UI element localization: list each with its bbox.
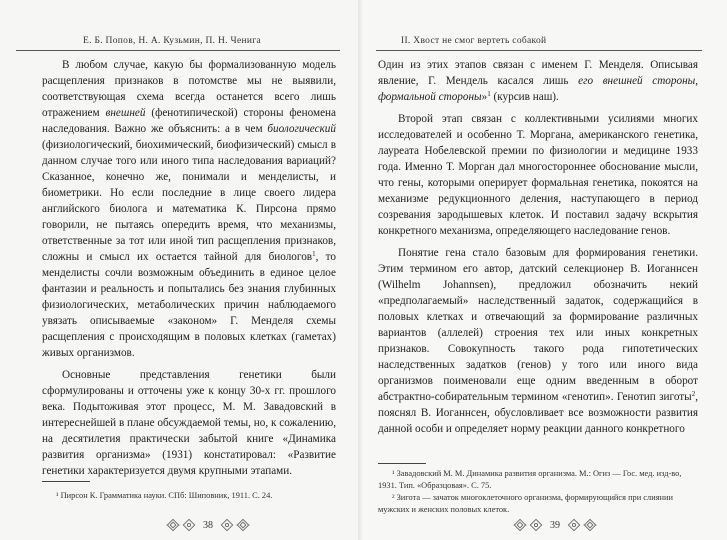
text-run: (фенотипической) стороны феномена наследования. Важно же объяснить: а в чем <box>42 107 336 135</box>
footnote-ref: 2 <box>691 390 696 398</box>
text-run: , пояснял В. Иоганнсен, обусловливает все возможности развития данной особи и определяет норму реакции данного конкретного <box>378 391 698 435</box>
diamond-knot-ornament-icon <box>513 518 527 532</box>
diamond-knot-ornament-icon <box>182 518 196 532</box>
diamond-knot-ornament-icon <box>236 518 250 532</box>
text-run: В любом случае, какую бы формализованную модель расщепления признаков в потомстве мы не выявили, соответствующая схема всегда останется всего лишь отражением <box>42 59 336 119</box>
right-footnotes <box>378 468 702 515</box>
text-run: » <box>481 91 488 103</box>
text-run: Второй этап связан с коллективными усилиями многих исследователей и особенно Т. Моргана, американского генетика, лауреата Нобелевской премии по физиологии и медицине 1933 года. Именно Т. Морган дал многостороннее обоснование мысли, что гены, которыми оперирует формальная генетика, покоятся на механизме редукционного деления, наступающего в период созревания зародышевых клеток. И поставил задачу вскрытия конкретного механизма, определяющего наследование генов. <box>378 113 698 237</box>
footnote: ² Зигота — зачаток многоклеточного организма, формирующийся при слиянии мужских и женских половых клеток. <box>378 493 673 514</box>
paragraph <box>378 111 698 239</box>
left-page <box>0 0 360 540</box>
left-folio <box>166 518 250 532</box>
paragraph <box>378 57 698 105</box>
left-page-number: 38 <box>203 519 213 531</box>
paragraph <box>42 367 336 479</box>
footnote-ref: 1 <box>487 90 491 98</box>
right-page-number: 39 <box>550 519 560 531</box>
right-folio <box>513 518 597 532</box>
right-running-head: II. Хвост не смог вертеть собакой <box>401 36 547 46</box>
diamond-knot-ornament-icon <box>220 518 234 532</box>
footnote-ref: 1 <box>312 250 316 258</box>
diamond-knot-ornament-icon <box>583 518 597 532</box>
italic-text: биологический <box>267 123 336 135</box>
footnote: ¹ Пирсон К. Грамматика науки. СПб: Шиповник, 1911. С. 24. <box>56 491 273 500</box>
italic-text: внешней <box>105 107 146 119</box>
diamond-knot-ornament-icon <box>529 518 543 532</box>
left-footnote-rule <box>42 481 90 482</box>
diamond-knot-ornament-icon <box>166 518 180 532</box>
left-running-head: Е. Б. Попов, Н. А. Кузьмин, П. Н. Ченига <box>83 36 261 46</box>
text-run: Понятие гена стало базовым для формирования генетики. Этим термином его автор, датский селекционер В. Иоганнсен (Wilhelm Johannsen), предложил обозначить некий «предполагаемый» наследственный задаток, содержащийся в половых клетках и отвечающий за формирование различных вариантов (аллелей) строения тех или иных конкретных признаков. Совокупность такого рода гипотетических наследственных задатков (генов) у того или иного вида организмов поименовали еще одним введенным в оборот абстрактно-собирательным термином «генотип». Генотип зиготы <box>378 247 698 403</box>
right-body-text <box>378 57 698 437</box>
left-body-text <box>42 57 336 479</box>
left-header-rule <box>16 50 340 51</box>
text-run: , то менделисты сочли возможным объединить в единое целое фантазии и реальность и попытались без знания глубинных физиологических, метаболических причин наблюдаемого увязать описываемые «законом» Г. Менделя схемы расщепления с происходящим в половых клетках (гаметах) живых организмов. <box>42 251 336 359</box>
text-run: (курсив наш). <box>490 91 559 103</box>
text-run: (физиологический, биохимический, биофизический) смысл в данном случае того или иного типа наследования вариаций? Сказанное, конечно же, понимали и менделисты, и биометрики. Но если последние в лице своего лидера английского биолога и математика К. Пирсона прямо говорили, не пытаясь опередить время, что механизмы, ответственные за тот или иной тип расщепления признаков, сложны и смысл их остается тайной для биологов <box>42 139 336 263</box>
paragraph <box>42 57 336 361</box>
diamond-knot-ornament-icon <box>567 518 581 532</box>
footnote: ¹ Завадовский М. М. Динамика развития организма. М.: Огиз — Гос. мед. изд-во, 1931. Тип. «Образцовая». С. 75. <box>378 469 682 490</box>
text-run: Основные представления генетики были сформулированы и отточены уже к концу 30-х гг. прошлого века. Подытоживая этот процесс, М. М. Завадовский в интереснейшей в плане обсуждаемой темы, но, к сожалению, на десятилетия практически забытой книге «Динамика развития организма» (1931) констатировал: «Развитие генетики характеризуется двумя крупными этапами. <box>42 369 336 477</box>
text-run: Один из этих этапов связан с именем Г. Менделя. Описывая явление, Г. Мендель касался лишь <box>378 59 698 87</box>
right-header-rule <box>376 50 702 51</box>
italic-text: его внешней стороны, формальной стороны <box>378 75 698 103</box>
right-page <box>362 0 727 540</box>
right-footnote-rule <box>378 463 426 464</box>
paragraph <box>378 245 698 437</box>
left-footnotes <box>42 490 336 502</box>
